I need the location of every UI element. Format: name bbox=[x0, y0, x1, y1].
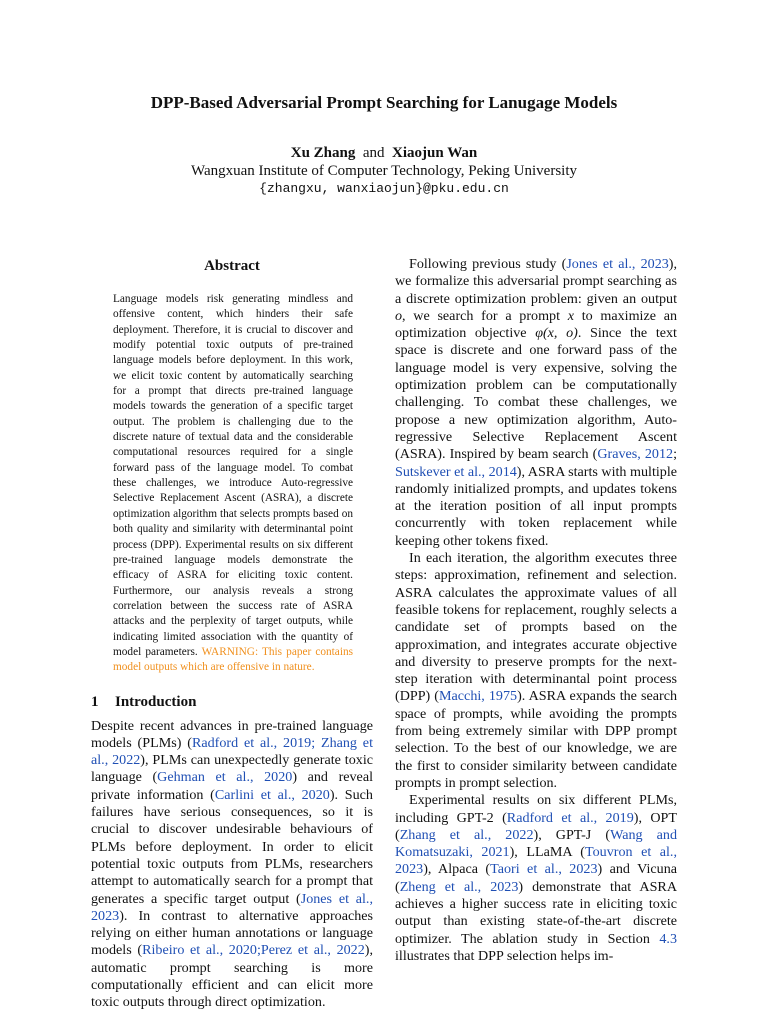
intro-paragraph-1 bbox=[91, 718, 373, 1012]
citation-link[interactable]: Jones et al., 2023 bbox=[566, 256, 669, 272]
left-column bbox=[91, 256, 373, 1012]
text-run: to maximize an optimization objective bbox=[395, 307, 677, 342]
text-run: ), LLaMA ( bbox=[509, 844, 585, 861]
math-x: x bbox=[567, 307, 574, 324]
author-line bbox=[0, 145, 768, 162]
text-run: Following previous study ( bbox=[409, 256, 567, 272]
citation-link[interactable]: Carlini et al., 2020 bbox=[214, 786, 330, 803]
section-link[interactable]: 4.3 bbox=[659, 930, 677, 947]
text-run: ). Such failures have serious consequences, so it is crucial to discover undesirable behaviours of PLMs before deployment. In order to elicit potential toxic outputs from PLMs, researchers attempt to automatically search for a prompt that generates a specific target output ( bbox=[91, 786, 373, 907]
text-run: ) demonstrate that ASRA achieves a higher success rate in eliciting toxic output than existing state-of-the-art discrete optimizer. The ablation study in Section bbox=[395, 878, 678, 947]
citation-link[interactable]: Zhang et al., 2022 bbox=[399, 826, 534, 843]
intro-paragraph-3 bbox=[395, 550, 677, 792]
citation-link[interactable]: Taori et al., 2023 bbox=[490, 861, 598, 878]
citation-link[interactable]: Ribeiro et al., 2020;Perez et al., 2022 bbox=[142, 942, 365, 959]
citation-link[interactable]: Gehman et al., 2020 bbox=[157, 769, 293, 786]
text-run: ), ASRA starts with multiple randomly initialized prompts, and updates tokens at the iteration position of all input prompts concurrently with token replacement while keeping other tokens fixed. bbox=[395, 463, 677, 549]
citation-link[interactable]: Radford et al., 2019 bbox=[506, 809, 634, 826]
text-run: ; bbox=[673, 446, 677, 463]
text-run: ), PLMs can unexpectedly generate toxic language ( bbox=[91, 752, 373, 786]
text-run: In each iteration, the algorithm executes three steps: approximation, refinement and selection. ASRA calculates the approximate values of all feasible tokens for replacement, roughly selects a candidate set of prompts based on the approximation, and integrates accurate objective and diversity to preserve prompts for the next-step iteration with determinantal point process (DPP) ( bbox=[395, 550, 677, 705]
paper-title: DPP-Based Adversarial Prompt Searching for Lanugage Models bbox=[150, 93, 618, 112]
abstract-body bbox=[113, 292, 353, 676]
right-column bbox=[395, 256, 677, 965]
text-run: ), GPT-J ( bbox=[533, 826, 611, 843]
text-run: Despite recent advances in pre-trained language models (PLMs) ( bbox=[91, 717, 373, 751]
citation-link[interactable]: Macchi, 1975 bbox=[439, 688, 518, 705]
text-run: , we search for a prompt bbox=[402, 307, 568, 324]
text-run: ), Alpaca ( bbox=[423, 861, 491, 878]
section-heading-introduction bbox=[91, 692, 373, 712]
citation-link[interactable]: Zheng et al., 2023 bbox=[399, 878, 519, 895]
abstract-text: Language models risk generating mindless and offensive content, which hinders their safe deployment. Therefore, it is crucial to discover and modify potential toxic outputs of pre-trained language models before deployment. In this work, we elicit toxic content by automatically searching for a prompt that directs pre-trained language models towards the generation of a specific target output. The problem is challenging due to the discrete nature of textual data and the considerable computational resources required for a single forward pass of the language model. To combat these challenges, we introduce Auto-regressive Selective Replacement Ascent (ASRA), a discrete optimization algorithm that selects prompts based on both quality and similarity with determinantal point process (DPP). Experimental results on six different pre-trained language models demonstrate the efficacy of ASRA for eliciting toxic content. Furthermore, our analysis reveals a strong correlation between the success rate of ASRA attacks and the perplexity of target outputs, while indicating limited association with the quantity of model parameters. bbox=[113, 293, 353, 658]
abstract-heading: Abstract bbox=[204, 258, 260, 274]
math-o: o bbox=[395, 307, 403, 324]
abstract-warning: WARNING: This paper contains model outputs which are offensive in nature. bbox=[113, 645, 354, 674]
citation-link[interactable]: Wang and Komatsuzaki, 2021 bbox=[395, 826, 678, 861]
text-run: ), automatic prompt searching is more computationally efficient and can elicit more toxic outputs through direct optimization. bbox=[91, 942, 373, 1011]
section-number: 1 bbox=[91, 693, 99, 710]
intro-paragraph-2 bbox=[395, 256, 677, 550]
text-run: illustrates that DPP selection helps im- bbox=[395, 947, 614, 964]
text-run: ). In contrast to alternative approaches relying on either human annotations or language models ( bbox=[91, 907, 373, 959]
citation-link[interactable]: Sutskever et al., 2014 bbox=[395, 463, 517, 480]
intro-paragraph-4 bbox=[395, 792, 677, 965]
text-run: ). ASRA expands the search space of prompts, while avoiding the prompts from being extremely similar with DPP prompt selection. To the best of our knowledge, we are the first to consider similarity between candidate prompts in prompt selection. bbox=[395, 688, 677, 791]
text-run: ) and reveal private information ( bbox=[91, 769, 373, 803]
author-separator: and bbox=[362, 145, 385, 161]
citation-link[interactable]: Jones et al., 2023 bbox=[91, 890, 373, 924]
text-run: . Since the text space is discrete and one forward pass of the language model is very expensive, solving the optimization problem can be computationally challenging. To combat these challenges, we propose a new optimization algorithm, Auto-regressive Selective Replacement Ascent (ASRA). Inspired by beam search ( bbox=[395, 325, 677, 463]
affiliation: Wangxuan Institute of Computer Technology, Peking University bbox=[190, 163, 577, 179]
math-phi: φ(x, o) bbox=[535, 325, 578, 342]
text-run: ), we formalize this adversarial prompt searching as a discrete optimization problem: given an output bbox=[395, 256, 678, 307]
citation-link[interactable]: Radford et al., 2019; Zhang et al., 2022 bbox=[91, 734, 373, 769]
text-run: ) and Vicuna ( bbox=[395, 861, 677, 895]
text-run: Experimental results on six different PLMs, including GPT-2 ( bbox=[395, 792, 677, 826]
citation-link[interactable]: Touvron et al., 2023 bbox=[395, 844, 677, 878]
author-xu-zhang: Xu Zhang bbox=[290, 145, 356, 161]
citation-link[interactable]: Graves, 2012 bbox=[597, 446, 674, 463]
author-xiaojun-wan: Xiaojun Wan bbox=[392, 145, 478, 161]
text-run: ), OPT ( bbox=[395, 809, 677, 843]
section-title: Introduction bbox=[115, 693, 197, 710]
author-email: {zhangxu, wanxiaojun}@pku.edu.cn bbox=[259, 181, 509, 196]
